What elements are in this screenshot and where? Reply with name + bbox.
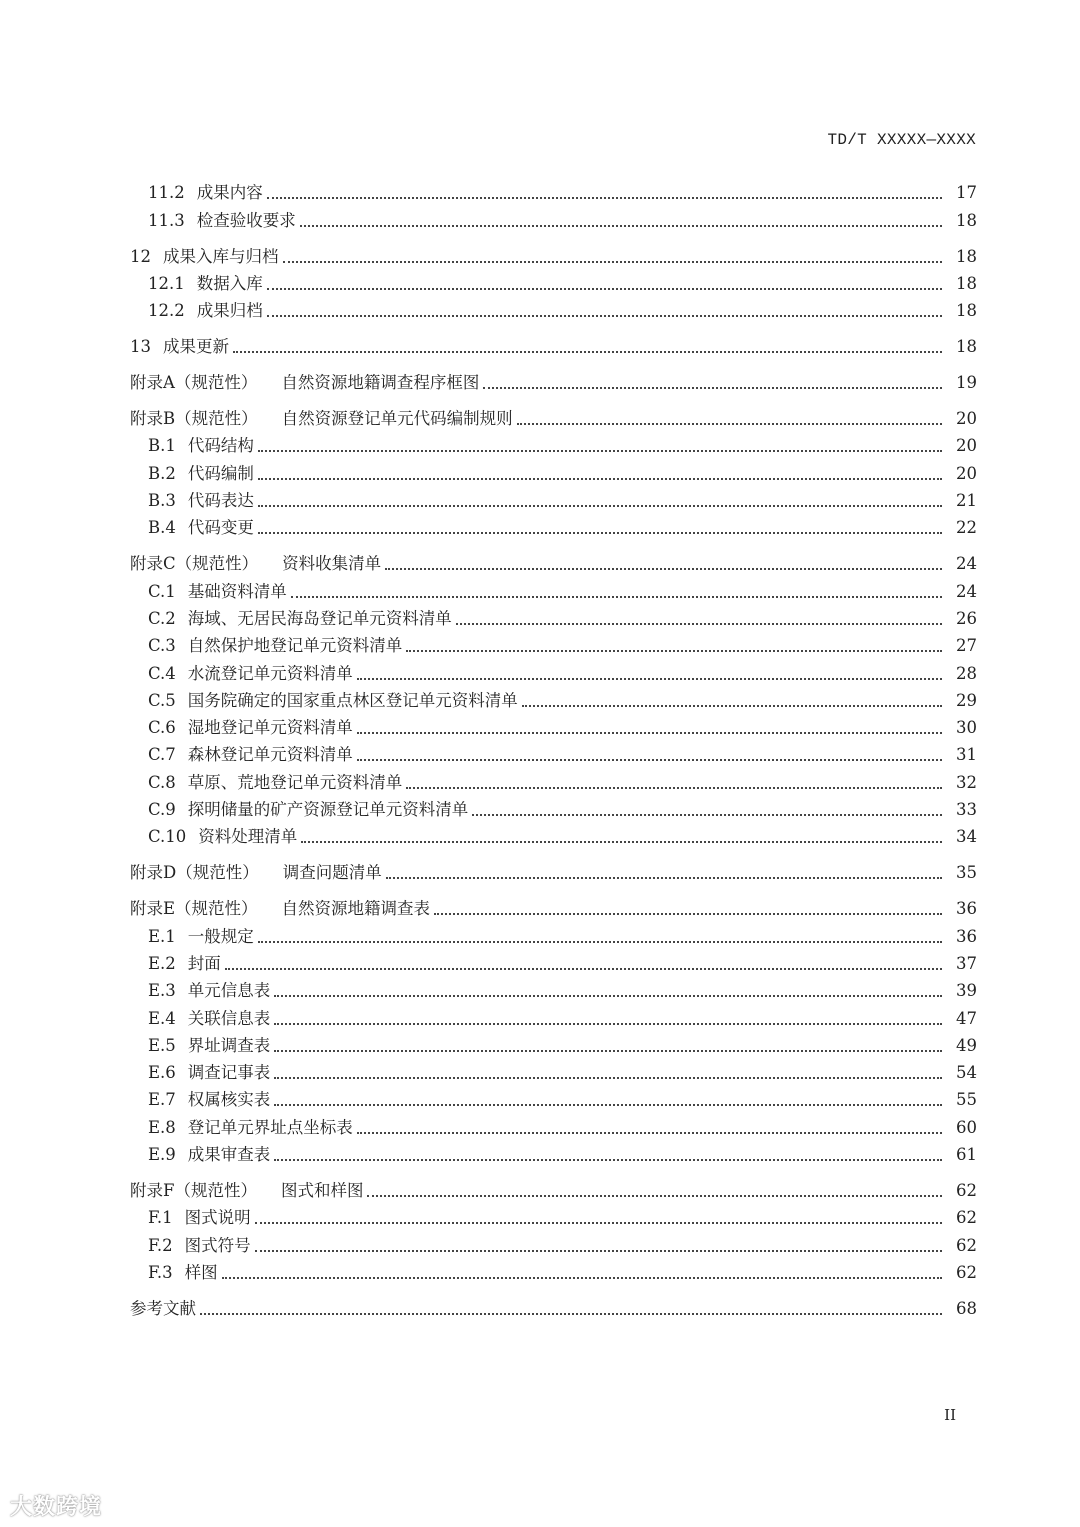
toc-entry[interactable] — [130, 365, 977, 394]
toc-entry[interactable] — [130, 484, 977, 511]
dot-leader — [258, 477, 942, 480]
toc-entry-number: 附录B（规范性） — [130, 409, 258, 429]
toc-entry-page: 47 — [956, 1008, 977, 1028]
dot-leader — [291, 595, 942, 598]
toc-entry[interactable] — [130, 401, 977, 430]
dot-leader — [483, 386, 942, 389]
toc-entry-title: 样图 — [184, 1262, 218, 1282]
toc-entry[interactable] — [130, 429, 977, 456]
toc-entry[interactable] — [130, 684, 977, 711]
toc-entry-page: 24 — [956, 554, 977, 574]
toc-entry-title: 代码变更 — [187, 518, 254, 538]
toc-entry-number: F.3 — [148, 1262, 173, 1282]
toc-entry-number: 12 — [130, 246, 151, 266]
toc-entry-page: 54 — [956, 1063, 977, 1083]
toc-entry-page: 32 — [956, 772, 977, 792]
toc-entry-page: 22 — [956, 518, 977, 538]
toc-entry-number: C.2 — [148, 608, 176, 628]
toc-entry-title: 资料处理清单 — [198, 827, 298, 847]
toc-entry-number: F.1 — [148, 1208, 173, 1228]
toc-entry[interactable] — [130, 1201, 977, 1228]
toc-entry-page: 28 — [956, 663, 977, 683]
dot-leader — [255, 1249, 942, 1252]
dot-leader — [283, 260, 943, 263]
toc-entry-number: C.4 — [148, 663, 176, 683]
toc-entry-title: 权属核实表 — [187, 1090, 271, 1110]
dot-leader — [255, 1221, 942, 1224]
toc-entry-title: 登记单元界址点坐标表 — [187, 1117, 353, 1137]
toc-entry[interactable] — [130, 1173, 977, 1202]
toc-entry-page: 31 — [956, 745, 977, 765]
toc-entry[interactable] — [130, 1056, 977, 1083]
toc-entry-page: 33 — [956, 800, 977, 820]
toc-entry-page: 27 — [956, 636, 977, 656]
toc-entry-page: 36 — [956, 899, 977, 919]
toc-entry[interactable] — [130, 574, 977, 601]
dot-leader — [258, 449, 942, 452]
toc-entry-page: 18 — [956, 337, 977, 357]
toc-entry-number: B.2 — [148, 463, 176, 483]
dot-leader — [357, 677, 942, 680]
toc-entry[interactable] — [130, 711, 977, 738]
dot-leader — [517, 422, 942, 425]
dot-leader — [222, 1276, 942, 1279]
toc-entry-title: 代码表达 — [187, 491, 254, 511]
toc-entry-number: B.1 — [148, 436, 176, 456]
toc-entry-number: C.6 — [148, 718, 176, 738]
toc-entry-title: 数据入库 — [196, 273, 263, 293]
document-code-header: TD/T XXXXX—XXXX — [827, 131, 976, 149]
toc-entry-title: 界址调查表 — [187, 1035, 271, 1055]
toc-entry-page: 29 — [956, 690, 977, 710]
dot-leader — [274, 1076, 942, 1079]
toc-entry-number: C.8 — [148, 772, 176, 792]
toc-entry-title: 单元信息表 — [187, 981, 271, 1001]
toc-entry[interactable] — [130, 947, 977, 974]
dot-leader — [522, 704, 942, 707]
toc-entry-title: 成果内容 — [196, 183, 263, 203]
toc-entry-number: C.3 — [148, 636, 176, 656]
dot-leader — [300, 224, 942, 227]
toc-entry-number: 附录E（规范性） — [130, 899, 258, 919]
toc-entry-number: E.7 — [148, 1090, 176, 1110]
toc-entry-title: 调查记事表 — [187, 1063, 271, 1083]
toc-entry[interactable] — [130, 267, 977, 294]
toc-entry-title: 基础资料清单 — [187, 581, 287, 601]
toc-entry-page: 37 — [956, 953, 977, 973]
dot-leader — [456, 622, 942, 625]
dot-leader — [434, 912, 942, 915]
toc-entry[interactable] — [130, 1083, 977, 1110]
toc-entry-number: E.1 — [148, 926, 176, 946]
toc-entry-title: 图式说明 — [184, 1208, 251, 1228]
toc-entry-title: 自然资源地籍调查表 — [281, 899, 431, 919]
toc-entry[interactable] — [130, 1290, 977, 1319]
watermark-logo — [10, 1490, 102, 1521]
toc-entry-page: 26 — [956, 608, 977, 628]
toc-entry-page: 21 — [956, 491, 977, 511]
toc-entry-page: 30 — [956, 718, 977, 738]
toc-entry-title: 代码编制 — [187, 463, 254, 483]
dot-leader — [406, 786, 942, 789]
toc-entry[interactable] — [130, 793, 977, 820]
dot-leader — [274, 1049, 942, 1052]
toc-entry-page: 20 — [956, 463, 977, 483]
toc-entry-number: 附录F（规范性） — [130, 1181, 257, 1201]
toc-entry-number: E.9 — [148, 1145, 176, 1165]
toc-entry-page: 24 — [956, 581, 977, 601]
toc-entry[interactable] — [130, 738, 977, 765]
toc-entry[interactable] — [130, 511, 977, 538]
dot-leader — [386, 876, 942, 879]
toc-entry-number: 附录A（规范性） — [130, 373, 258, 393]
toc-entry-number: 12.2 — [148, 301, 185, 321]
toc-entry[interactable] — [130, 546, 977, 575]
toc-entry[interactable] — [130, 1228, 977, 1255]
toc-entry-number: B.3 — [148, 491, 176, 511]
toc-entry-number: 11.2 — [148, 183, 185, 203]
toc-entry-number: C.7 — [148, 745, 176, 765]
toc-entry-title: 成果入库与归档 — [163, 246, 279, 266]
toc-entry-number: E.5 — [148, 1035, 176, 1055]
toc-entry-title: 湿地登记单元资料清单 — [187, 718, 353, 738]
toc-entry-title: 图式符号 — [184, 1235, 251, 1255]
toc-entry-page: 20 — [956, 436, 977, 456]
toc-entry-title: 探明储量的矿产资源登记单元资料清单 — [187, 800, 469, 820]
dot-leader — [385, 567, 942, 570]
toc-entry-page: 62 — [956, 1208, 977, 1228]
toc-entry-title: 国务院确定的国家重点林区登记单元资料清单 — [187, 690, 518, 710]
toc-entry-title: 图式和样图 — [280, 1181, 364, 1201]
dot-leader — [225, 967, 942, 970]
toc-entry-page: 60 — [956, 1117, 977, 1137]
toc-entry-number: C.1 — [148, 581, 176, 601]
toc-entry[interactable] — [130, 974, 977, 1001]
table-of-contents — [130, 176, 977, 1319]
dot-leader — [357, 731, 942, 734]
toc-entry-title: 调查问题清单 — [282, 863, 382, 883]
dot-leader — [233, 350, 942, 353]
dot-leader — [267, 196, 942, 199]
toc-entry-number: 12.1 — [148, 273, 185, 293]
watermark-text: 大数跨境 — [10, 1495, 103, 1520]
toc-entry-number: C.9 — [148, 800, 176, 820]
toc-entry-title: 草原、荒地登记单元资料清单 — [187, 772, 403, 792]
dot-leader — [267, 287, 942, 290]
toc-entry[interactable] — [130, 765, 977, 792]
toc-entry[interactable] — [130, 891, 977, 920]
toc-entry-title: 森林登记单元资料清单 — [187, 745, 353, 765]
toc-entry-page: 39 — [956, 981, 977, 1001]
toc-entry-title: 自然资源地籍调查程序框图 — [281, 373, 480, 393]
dot-leader — [357, 758, 942, 761]
toc-entry-page: 18 — [956, 210, 977, 230]
page-number: II — [944, 1406, 956, 1424]
toc-entry[interactable] — [130, 919, 977, 946]
toc-entry-title: 代码结构 — [187, 436, 254, 456]
dot-leader — [274, 994, 942, 997]
toc-entry-page: 18 — [956, 301, 977, 321]
dot-leader — [267, 314, 942, 317]
toc-entry-number: 附录C（规范性） — [130, 554, 259, 574]
toc-entry-number: E.4 — [148, 1008, 176, 1028]
toc-entry[interactable] — [130, 820, 977, 847]
toc-entry-number: E.8 — [148, 1117, 176, 1137]
dot-leader — [258, 531, 942, 534]
toc-entry-title: 成果归档 — [196, 301, 263, 321]
toc-entry-page: 55 — [956, 1090, 977, 1110]
toc-entry[interactable] — [130, 602, 977, 629]
toc-entry-page: 36 — [956, 926, 977, 946]
dot-leader — [200, 1312, 942, 1315]
toc-entry[interactable] — [130, 294, 977, 321]
toc-entry-number: C.10 — [148, 827, 187, 847]
toc-entry-page: 62 — [956, 1262, 977, 1282]
dot-leader — [472, 813, 942, 816]
toc-entry-title: 成果更新 — [163, 337, 229, 357]
toc-entry[interactable] — [130, 1029, 977, 1056]
toc-entry-page: 18 — [956, 246, 977, 266]
toc-entry[interactable] — [130, 329, 977, 358]
toc-entry-page: 19 — [956, 373, 977, 393]
toc-entry[interactable] — [130, 203, 977, 230]
toc-entry-page: 62 — [956, 1235, 977, 1255]
toc-entry[interactable] — [130, 1001, 977, 1028]
dot-leader — [274, 1022, 942, 1025]
toc-entry-page: 18 — [956, 273, 977, 293]
dot-leader — [357, 1131, 942, 1134]
toc-entry[interactable] — [130, 855, 977, 884]
toc-entry-number: E.6 — [148, 1063, 176, 1083]
toc-entry-title: 资料收集清单 — [282, 554, 382, 574]
toc-entry-number: B.4 — [148, 518, 176, 538]
toc-entry[interactable] — [130, 656, 977, 683]
toc-entry-number: 13 — [130, 337, 151, 357]
toc-entry[interactable] — [130, 629, 977, 656]
toc-entry-page: 20 — [956, 409, 977, 429]
toc-entry[interactable] — [130, 176, 977, 203]
toc-entry-page: 62 — [956, 1181, 977, 1201]
toc-entry-number: E.3 — [148, 981, 176, 1001]
toc-entry-title: 检查验收要求 — [196, 210, 296, 230]
toc-entry[interactable] — [130, 456, 977, 483]
toc-entry-title: 自然保护地登记单元资料清单 — [187, 636, 403, 656]
dot-leader — [301, 840, 942, 843]
toc-entry-title: 一般规定 — [187, 926, 254, 946]
toc-entry-number: 11.3 — [148, 210, 185, 230]
toc-entry-number: C.5 — [148, 690, 176, 710]
toc-entry-number: E.2 — [148, 953, 176, 973]
toc-entry[interactable] — [130, 238, 977, 267]
toc-entry-title: 海域、无居民海岛登记单元资料清单 — [187, 608, 452, 628]
toc-entry[interactable] — [130, 1138, 977, 1165]
toc-entry-page: 49 — [956, 1035, 977, 1055]
toc-entry-page: 34 — [956, 827, 977, 847]
toc-entry-title: 成果审查表 — [187, 1145, 271, 1165]
toc-entry[interactable] — [130, 1256, 977, 1283]
dot-leader — [367, 1194, 942, 1197]
dot-leader — [274, 1158, 942, 1161]
toc-entry-page: 17 — [956, 183, 977, 203]
toc-entry-page: 68 — [956, 1298, 977, 1318]
toc-entry[interactable] — [130, 1110, 977, 1137]
toc-entry-title: 水流登记单元资料清单 — [187, 663, 353, 683]
dot-leader — [258, 504, 942, 507]
toc-entry-title: 关联信息表 — [187, 1008, 271, 1028]
toc-entry-page: 35 — [956, 863, 977, 883]
toc-entry-number: F.2 — [148, 1235, 173, 1255]
toc-entry-title: 封面 — [187, 953, 221, 973]
dot-leader — [258, 940, 942, 943]
toc-entry-number: 附录D（规范性） — [130, 863, 259, 883]
dot-leader — [406, 649, 942, 652]
dot-leader — [274, 1103, 942, 1106]
toc-entry-title: 自然资源登记单元代码编制规则 — [281, 409, 513, 429]
toc-entry-title: 参考文献 — [130, 1298, 196, 1318]
toc-entry-page: 61 — [956, 1145, 977, 1165]
